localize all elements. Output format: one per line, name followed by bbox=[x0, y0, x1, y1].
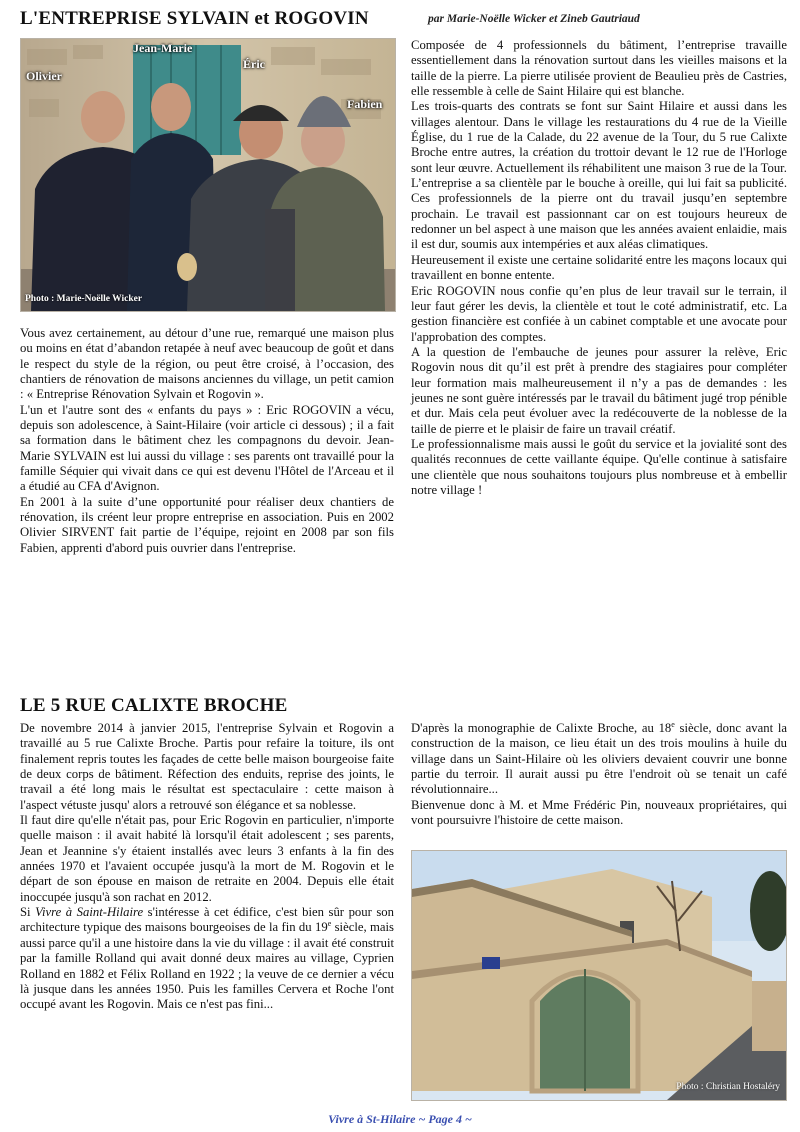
page-footer: Vivre à St-Hilaire ~ Page 4 ~ bbox=[328, 1112, 472, 1126]
paragraph: Les trois-quarts des contrats se font sur Saint Hilaire et aussi dans les villages alentour. Dans le village les restaurations du 4 rue de la Vieille Église, du 1 rue de la Calade, du 22 avenue de la Tour, du 5 rue Calixte Broche entre autres, la création du trottoir devant le 12 rue de l'Horloge sont leur œuvre. Actuellement ils réhabilitent une maison 3 rue de la Tour. bbox=[411, 99, 787, 175]
team-photo bbox=[20, 38, 396, 312]
paragraph: Composée de 4 professionnels du bâtiment, l’entreprise travaille essentiellement dans la rénovation surtout dans les vieilles maisons et la taille de la pierre. La pierre utilisée provient de Beaulieu près de Castries, elle ressemble à celle de Saint Hilaire qui est blanche. bbox=[411, 38, 787, 99]
text-run: siècle, donc avant la construction de la maison, ce lieu était un des trois moulins à huile du village dans un Saint-Hilaire où les oliviers devaient couvrir une bonne partie du terroir. Il aurait aussi pu être l'endroit où se tenait un café révolutionnaire... bbox=[411, 721, 787, 797]
text-run: Si bbox=[20, 905, 36, 920]
article2-left-column bbox=[20, 721, 394, 1013]
paragraph: Eric ROGOVIN nous confie qu’en plus de leur travail sur le terrain, il leur faut gérer les devis, la clientèle et tout le coté administratif, etc. La gestion financière est confiée à un cabinet comptable et une avocate pour l'approbation des comptes. bbox=[411, 283, 787, 344]
paragraph bbox=[20, 905, 394, 1012]
paragraph: A la question de l'embauche de jeunes pour assurer la relève, Eric Rogovin nous dit qu’il est prêt à prendre des stagiaires pour compléter leur formation mais malheureusement il n’y a pas de demandes : les jeunes ne sont guère intéressés par le travail du bâtiment jugé trop pénible et dur. Mais cela peut évoluer avec la redécouverte de la noblesse de la taille de pierre et le plaisir de faire un travail créatif. bbox=[411, 344, 787, 436]
house-photo-image bbox=[412, 851, 786, 1100]
article1-right-column bbox=[411, 38, 787, 498]
paragraph: L'un et l'autre sont des « enfants du pays » : Eric ROGOVIN a vécu, depuis son adolescence, à Saint-Hilaire (voir article ci dessous) ; il a fait sa formation dans le bâtiment chez les compagnons du devoir. Jean-Marie SYLVAIN est lui aussi du village : ses parents ont travaillé pour la famille Séquier qui vivait dans ce qui est devenu l'Hôtel de l'Arceau et il a étudié au CFA d'Avignon. bbox=[20, 402, 394, 494]
text-run: D'après la monographie de Calixte Broche, au 18 bbox=[411, 721, 672, 735]
label-fabien: Fabien bbox=[347, 97, 383, 111]
text-run: siècle, mais aussi parce qu'il a une histoire dans la vie du village : il avait été construit par la famille Rolland qui avait donné deux maires au village, Cyprien Rolland en 1882 et Félix Rolland en 1922 ; la veuve de ce dernier a vécu là jusque dans les années 1950. Puis les familles Cervera et Roche l'ont occupé avant les Rogovin. Mais ce n'est pas fini... bbox=[20, 920, 394, 1012]
paragraph: En 2001 à la suite d’une opportunité pour réaliser deux chantiers de rénovation, ils créent leur propre entreprise en association. Puis en 2002 Olivier SIRVENT fait partie de l’équipe, rejoint en 2008 par son fils Fabien, apprenti d'abord puis ouvrier dans l'entreprise. bbox=[20, 494, 394, 555]
paragraph: L’entreprise a sa clientèle par le bouche à oreille, qui lui fait sa publicité. Ces professionnels de la pierre ont du travail jusqu’en septembre prochain. Le travail est passionnant car on est toujours heureux de redonner un bel aspect à une maison que les années avaient enlaidie, mais il est dur, soumis aux intempéries et aux aléas climatiques. bbox=[411, 176, 787, 252]
label-olivier: Olivier bbox=[26, 69, 62, 83]
article1-byline: par Marie-Noëlle Wicker et Zineb Gautriaud bbox=[428, 13, 640, 25]
house-photo-credit: Photo : Christian Hostaléry bbox=[676, 1082, 780, 1092]
paragraph: Le professionnalisme mais aussi le goût du service et la jovialité sont des qualités reconnues de cette vaillante équipe. Qu'elle continue à satisfaire une clientèle que nous souhaitons toujours plus nombreuse et à embellir notre village ! bbox=[411, 436, 787, 497]
superscript: e bbox=[671, 719, 675, 729]
text-run: s'intéresse à cet édifice, c'est bien sûr pour son architecture typique des maisons bourgeoises de la fin du 19 bbox=[20, 905, 394, 935]
photo-credit: Photo : Marie-Noëlle Wicker bbox=[25, 294, 143, 304]
article1-left-column bbox=[20, 326, 394, 556]
article1-title: L'ENTREPRISE SYLVAIN et ROGOVIN bbox=[20, 8, 369, 29]
article2-title: LE 5 RUE CALIXTE BROCHE bbox=[20, 695, 288, 716]
paragraph: Bienvenue donc à M. et Mme Frédéric Pin, nouveaux propriétaires, qui vont poursuivre l'histoire de cette maison. bbox=[411, 797, 787, 828]
team-photo-image bbox=[21, 39, 395, 311]
article2-right-column bbox=[411, 721, 787, 828]
label-jean-marie: Jean-Marie bbox=[133, 41, 193, 55]
paragraph: Heureusement il existe une certaine solidarité entre les maçons locaux qui travaillent en bonne entente. bbox=[411, 252, 787, 283]
superscript: e bbox=[327, 919, 332, 929]
label-eric: Éric bbox=[243, 57, 265, 71]
paragraph: De novembre 2014 à janvier 2015, l'entreprise Sylvain et Rogovin a travaillé au 5 rue Calixte Broche. Partis pour refaire la toiture, ils ont finalement repris toutes les façades de cette belle maison bourgeoise faite de deux corps de bâtiment. Réfection des enduits, reprise des joints, le travail a été long mais le résultat est spectaculaire : cette maison à l'aspect vétuste jusqu' alors a retrouvé son élégance et sa noblesse. bbox=[20, 721, 394, 812]
paragraph: Il faut dire qu'elle n'était pas, pour Eric Rogovin en particulier, n'importe quelle maison : il avait habité là lorsqu'il était adolescent ; ses parents, Jean et Jeannine s'y étaient installés avec leurs 3 enfants à la fin des années 1970 et l'avaient occupée jusqu'à la mort de M. Rogovin et le départ de son épouse en maison de retraite en 2004. Depuis elle était inoccupée jusqu'à son rachat en 2012. bbox=[20, 813, 394, 904]
magazine-name: Vivre à Saint-Hilaire bbox=[35, 905, 144, 920]
paragraph: Vous avez certainement, au détour d’une rue, remarqué une maison plus ou moins en état d’abandon retapée à neuf avec beaucoup de goût et dans le respect du style de la région, ou peut être croisé, à l’occasion, des chantiers de rénovation de maisons anciennes du village, un petit camion : « Entreprise Rénovation Sylvain et Rogovin ». bbox=[20, 326, 394, 402]
paragraph bbox=[411, 721, 787, 798]
house-photo bbox=[411, 850, 787, 1101]
